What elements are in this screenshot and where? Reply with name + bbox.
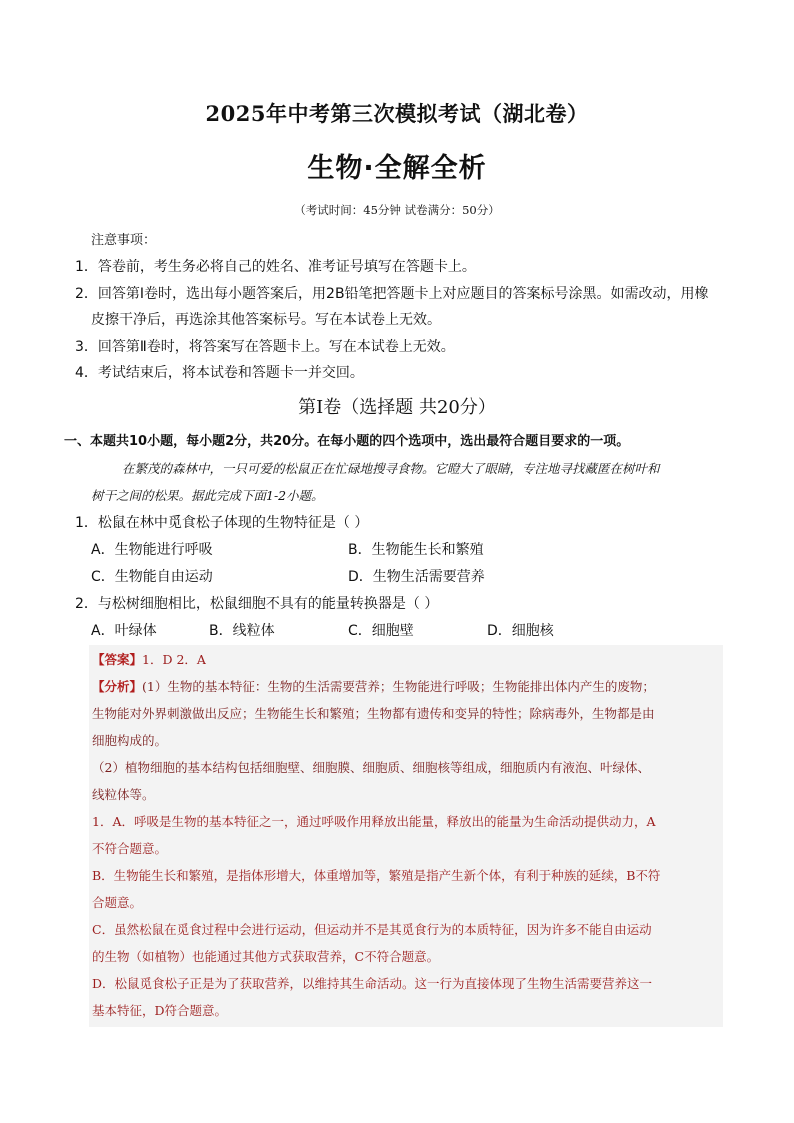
analysis-label: 【分析】 [92,679,143,694]
notice-item-4 [75,362,364,382]
section-intro: 一、本题共10小题，每小题2分，共20分。在每小题的四个选项中，选出最符合题目要求的一项。 [64,434,630,449]
detail-line-5: C．虽然松鼠在觅食过程中会进行运动，但运动并不是其觅食行为的本质特征，因为许多不能自由运动 [92,922,652,937]
notice-number: 2． [75,286,98,302]
analysis-line-2: 生物能对外界刺激做出反应；生物能生长和繁殖；生物都有遗传和变异的特性；除病毒外，生物都是由 [92,706,655,721]
analysis-line-5: 线粒体等。 [92,787,155,802]
detail-line-2: 不符合题意。 [92,841,168,856]
question-1-option-b: B．生物能生长和繁殖 [348,542,484,558]
answer-label: 【答案】 [92,652,143,667]
answer-panel [89,645,723,1027]
question-1-option-c: C．生物能自由运动 [91,569,213,585]
analysis-text: (1）生物的基本特征：生物的生活需要营养；生物能进行呼吸；生物能排出体内产生的废物； [142,679,655,694]
analysis-line-1 [92,677,655,695]
page-subtitle: 生物·全解全析 [307,153,487,184]
detail-line-4: 合题意。 [92,895,143,910]
passage-line-1: 在繁茂的森林中，一只可爱的松鼠正在忙碌地搜寻食物。它瞪大了眼睛，专注地寻找藏匿在树叶和 [122,461,660,476]
detail-line-6: 的生物（如植物）也能通过其他方式获取营养，C不符合题意。 [92,949,440,964]
question-2-option-c: C．细胞壁 [348,623,414,639]
answer-value: 1．D 2．A [142,652,206,667]
notice-text: 考试结束后，将本试卷和答题卡一并交回。 [97,365,364,381]
detail-line-3: B．生物能生长和繁殖，是指体形增大，体重增加等，繁殖是指产生新个体，有利于种族的延续，B不符 [92,868,661,883]
detail-line-7: D．松鼠觅食松子正是为了获取营养，以维持其生命活动。这一行为直接体现了生物生活需要营养这一 [92,976,653,991]
notice-number: 3． [75,339,98,355]
page-title: 2025年中考第三次模拟考试（湖北卷） [205,101,589,126]
question-2-option-a: A．叶绿体 [91,623,157,639]
notice-item-1 [75,256,476,276]
question-1-option-d: D．生物生活需要营养 [348,569,485,585]
notice-item-2-cont: 皮擦干净后，再选涂其他答案标号。写在本试卷上无效。 [91,312,441,328]
analysis-line-4: （2）植物细胞的基本结构包括细胞壁、细胞膜、细胞质、细胞核等组成，细胞质内有液泡、叶绿体、 [92,760,650,775]
notice-text: 回答第Ⅰ卷时，选出每小题答案后，用2B铅笔把答题卡上对应题目的答案标号涂黑。如需改动，用橡 [97,286,709,302]
question-2-option-d: D．细胞核 [487,623,554,639]
notice-item-2 [75,283,709,303]
exam-meta: （考试时间：45分钟 试卷满分：50分） [294,203,500,217]
question-1-stem: 1．松鼠在林中觅食松子体现的生物特征是（ ） [75,515,369,531]
section-title: 第Ⅰ卷（选择题 共20分） [298,397,496,418]
notice-text: 答卷前，考生务必将自己的姓名、准考证号填写在答题卡上。 [97,259,476,275]
question-2-option-b: B．线粒体 [209,623,275,639]
analysis-line-3: 细胞构成的。 [92,733,168,748]
question-1-option-a: A．生物能进行呼吸 [91,542,213,558]
detail-line-1: 1．A．呼吸是生物的基本特征之一，通过呼吸作用释放出能量，释放出的能量为生命活动提供动力，A [92,814,656,829]
passage-line-2: 树干之间的松果。据此完成下面1-2小题。 [91,488,324,503]
question-2-stem: 2．与松树细胞相比，松鼠细胞不具有的能量转换器是（ ） [75,596,439,612]
notice-heading: 注意事项： [91,233,157,248]
answer-line [92,650,206,668]
notice-text: 回答第Ⅱ卷时，将答案写在答题卡上。写在本试卷上无效。 [97,339,455,355]
notice-number: 1． [75,259,98,275]
notice-number: 4． [75,365,98,381]
detail-line-8: 基本特征，D符合题意。 [92,1003,228,1018]
notice-item-3 [75,336,455,356]
